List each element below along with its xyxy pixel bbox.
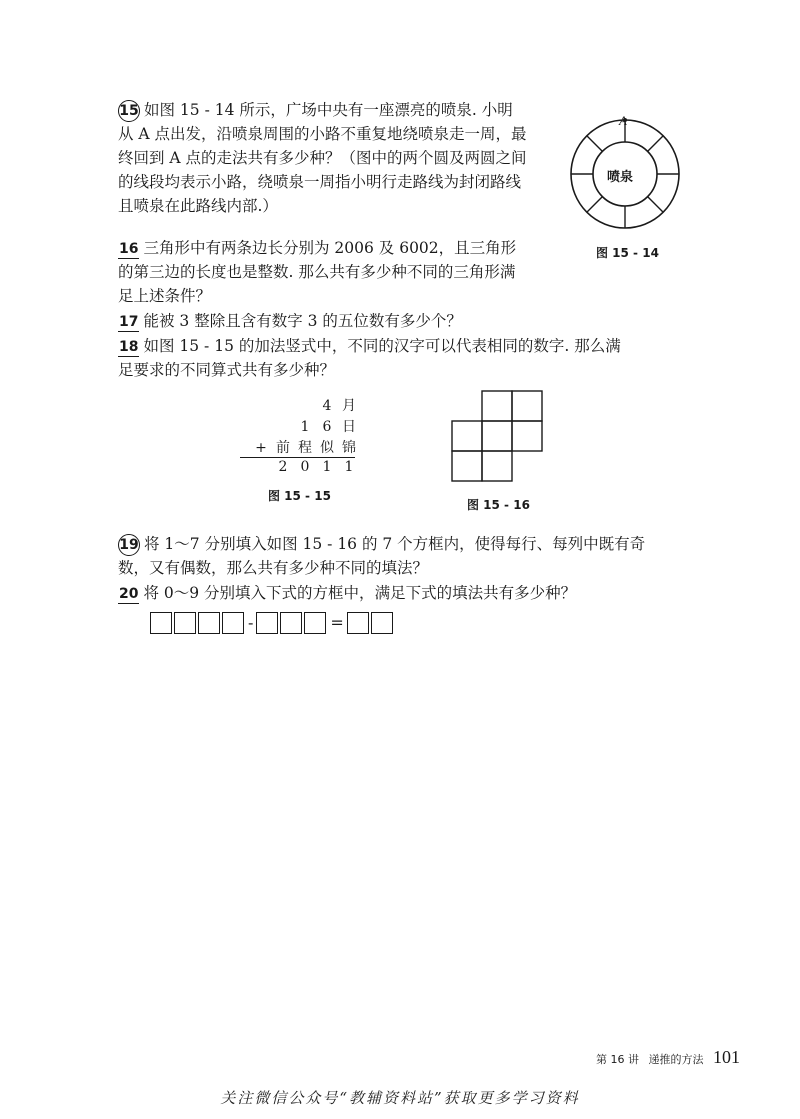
q15-line-5: 且喷泉在此路线内部.） bbox=[118, 197, 278, 215]
question-number-20: 20 bbox=[119, 586, 139, 602]
grid-box bbox=[482, 451, 512, 481]
equals-sign: = bbox=[330, 613, 344, 632]
answer-box bbox=[222, 612, 244, 634]
answer-box bbox=[174, 612, 196, 634]
point-a-label: A bbox=[619, 113, 627, 128]
q19-line-2: 数，又有偶数，那么共有多少种不同的填法？ bbox=[118, 559, 429, 577]
figure-15-15-caption: 图 15 - 15 bbox=[268, 489, 331, 503]
q16-line-3: 足上述条件？ bbox=[118, 287, 212, 305]
q15-line-1 bbox=[118, 98, 513, 122]
q15-text-1: 如图 15 - 14 所示，广场中央有一座漂亮的喷泉. 小明 bbox=[144, 101, 513, 119]
addition-cell: 4 bbox=[322, 398, 332, 414]
subtraction-equation bbox=[150, 612, 395, 634]
q15-line-4: 的线段均表示小路，绕喷泉一周指小明行走路线为封闭路线 bbox=[118, 173, 522, 191]
q17-text: 能被 3 整除且含有数字 3 的五位数有多少个？ bbox=[143, 312, 462, 330]
sum-digit: 1 bbox=[344, 459, 354, 475]
q15-line-3: 终回到 A 点的走法共有多少种？（图中的两个圆及两圆之间 bbox=[118, 149, 527, 167]
q16-text-1: 三角形中有两条边长分别为 2006 及 6002，且三角形 bbox=[143, 239, 517, 257]
addition-row-3 bbox=[250, 437, 360, 457]
addition-cell: 程 bbox=[298, 440, 312, 456]
addition-row-2 bbox=[294, 416, 360, 436]
addition-cell: 日 bbox=[342, 419, 356, 435]
lecture-number: 第 16 讲 bbox=[596, 1053, 639, 1066]
grid-box bbox=[512, 391, 542, 421]
addition-cell: 似 bbox=[320, 440, 334, 456]
addition-cell: 锦 bbox=[342, 440, 356, 456]
addition-cell: 月 bbox=[342, 398, 356, 414]
question-number-19: 19 bbox=[118, 534, 140, 556]
question-number-15: 15 bbox=[118, 100, 140, 122]
q18-line-1 bbox=[118, 334, 621, 358]
q16-line-1 bbox=[118, 236, 516, 260]
q20-line bbox=[118, 581, 576, 605]
q20-text: 将 0～9 分别填入下式的方框中，满足下式的填法共有多少种？ bbox=[143, 584, 577, 602]
figure-15-14-caption: 图 15 - 14 bbox=[596, 246, 659, 260]
minus-sign: - bbox=[248, 613, 254, 632]
q19-text-1: 将 1～7 分别填入如图 15 - 16 的 7 个方框内，使得每行、每列中既有奇 bbox=[144, 535, 646, 553]
grid-box bbox=[482, 391, 512, 421]
fountain-label: 喷泉 bbox=[607, 170, 634, 185]
q19-line-1 bbox=[118, 532, 645, 556]
addition-cell: 前 bbox=[276, 440, 290, 456]
sum-digit: 0 bbox=[300, 459, 310, 475]
figure-15-16-caption: 图 15 - 16 bbox=[467, 498, 530, 512]
plus-sign: + bbox=[255, 440, 267, 456]
grid-box bbox=[482, 421, 512, 451]
answer-box bbox=[256, 612, 278, 634]
page-footer bbox=[596, 1047, 740, 1068]
grid-box bbox=[452, 421, 482, 451]
answer-box bbox=[371, 612, 393, 634]
answer-box bbox=[150, 612, 172, 634]
question-number-16: 16 bbox=[119, 241, 139, 257]
answer-box bbox=[280, 612, 302, 634]
page-number: 101 bbox=[713, 1047, 740, 1067]
answer-box bbox=[347, 612, 369, 634]
seven-box-grid bbox=[451, 390, 546, 485]
addition-cell: 6 bbox=[322, 419, 332, 435]
grid-box bbox=[452, 451, 482, 481]
grid-box bbox=[512, 421, 542, 451]
q15-line-2: 从 A 点出发，沿喷泉周围的小路不重复地绕喷泉走一周，最 bbox=[118, 125, 527, 143]
answer-box bbox=[304, 612, 326, 634]
lecture-title: 递推的方法 bbox=[648, 1053, 704, 1066]
sum-divider bbox=[240, 457, 355, 458]
sum-digit: 2 bbox=[278, 459, 288, 475]
addition-row-1 bbox=[316, 395, 360, 415]
question-number-18: 18 bbox=[119, 339, 139, 355]
q17-line bbox=[118, 309, 462, 333]
addition-cell: 1 bbox=[300, 419, 310, 435]
q16-line-2: 的第三边的长度也是整数. 那么共有多少种不同的三角形满 bbox=[118, 263, 516, 281]
sum-digit: 1 bbox=[322, 459, 332, 475]
answer-box bbox=[198, 612, 220, 634]
addition-sum-row bbox=[272, 459, 360, 475]
q18-text-1: 如图 15 - 15 的加法竖式中，不同的汉字可以代表相同的数字. 那么满 bbox=[143, 337, 621, 355]
promo-watermark-text: 关注微信公众号“教辅资料站”获取更多学习资料 bbox=[220, 1089, 580, 1107]
q18-line-2: 足要求的不同算式共有多少种？ bbox=[118, 361, 336, 379]
question-number-17: 17 bbox=[119, 314, 139, 330]
